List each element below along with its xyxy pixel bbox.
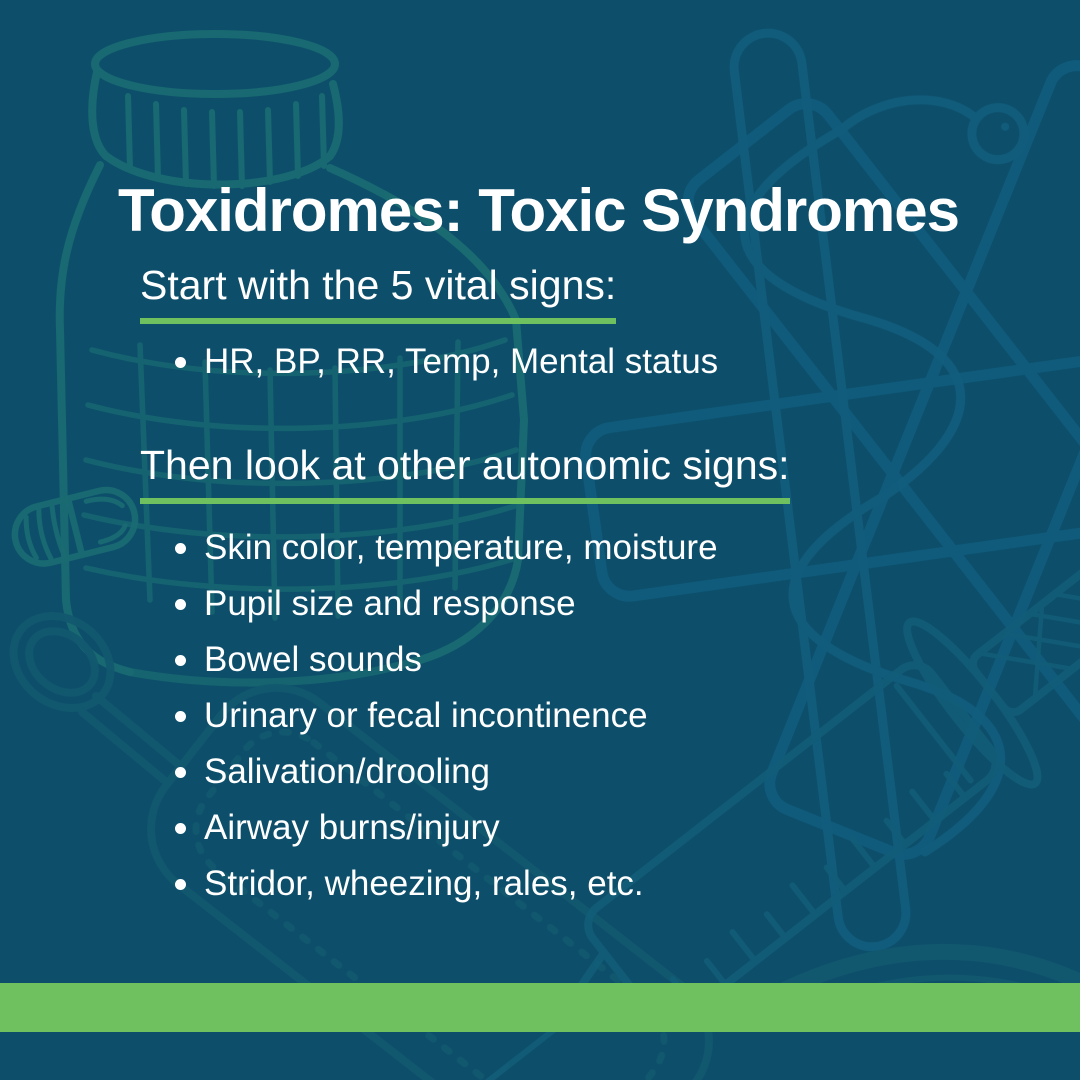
bullet-dot [175,655,186,666]
footer-accent-bar [0,983,1080,1032]
bullet-text: HR, BP, RR, Temp, Mental status [204,342,719,381]
bullet-text: Stridor, wheezing, rales, etc. [204,864,644,903]
autonomic-signs-list [140,520,718,912]
list-item [140,856,718,912]
bullet-text: Skin color, temperature, moisture [204,528,718,567]
section-heading-vital-signs: Start with the 5 vital signs: [140,262,616,324]
list-item [140,688,718,744]
bullet-dot [175,711,186,722]
bullet-dot [175,599,186,610]
bullet-dot [175,767,186,778]
bullet-dot [175,823,186,834]
bullet-text: Pupil size and response [204,584,576,623]
bullet-dot [175,357,186,368]
vital-signs-list [140,334,718,390]
bullet-text: Salivation/drooling [204,752,491,791]
section-autonomic-signs [140,442,790,504]
section-vital-signs [140,262,616,324]
bullet-dot [175,543,186,554]
section-heading-autonomic-signs: Then look at other autonomic signs: [140,442,790,504]
list-item [140,576,718,632]
list-item [140,334,718,390]
list-item [140,800,718,856]
list-item [140,632,718,688]
bullet-text: Urinary or fecal incontinence [204,696,648,735]
list-item [140,520,718,576]
list-item [140,744,718,800]
page-title: Toxidromes: Toxic Syndromes [118,177,959,245]
bullet-dot [175,879,186,890]
bullet-text: Bowel sounds [204,640,422,679]
bullet-text: Airway burns/injury [204,808,500,847]
